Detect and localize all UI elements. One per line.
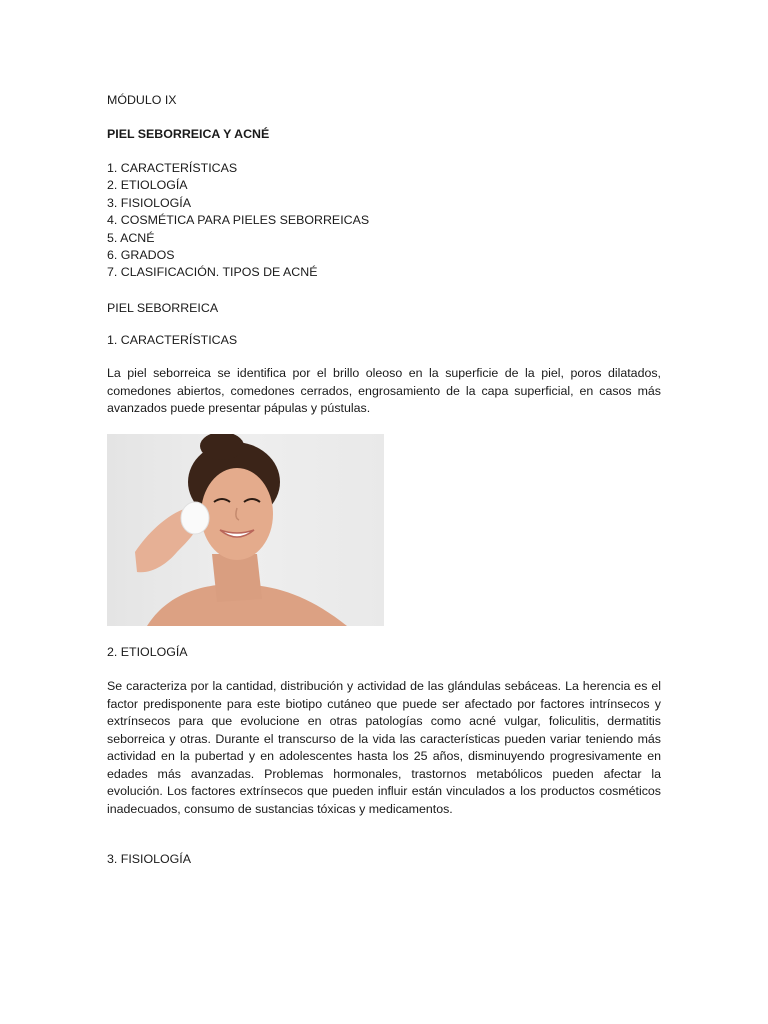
toc-item: 3. FISIOLOGÍA [107,195,192,210]
section-name: PIEL SEBORREICA [107,301,219,315]
toc-item: 5. ACNÉ [107,230,155,245]
toc-item: 6. GRADOS [107,248,175,263]
paragraph-caracteristicas: La piel seborreica se identifica por el brillo oleoso en la superficie de la piel, poros dilatados, comedones abiertos, comedones cerrados, engrosamiento de la capa superficial, en casos más avanzados puede presentar pápulas y pústulas. [107,366,661,415]
heading-caracteristicas: 1. CARACTERÍSTICAS [107,333,238,347]
woman-cleansing-face-photo [107,434,384,626]
toc-item: 2. ETIOLOGÍA [107,178,188,193]
module-label: MÓDULO IX [107,93,177,107]
table-of-contents [107,160,369,282]
toc-item: 1. CARACTERÍSTICAS [107,161,238,175]
toc-item: 7. CLASIFICACIÓN. TIPOS DE ACNÉ [107,265,318,280]
heading-etiologia: 2. ETIOLOGÍA [107,645,188,659]
heading-fisiologia: 3. FISIOLOGÍA [107,852,192,866]
document-title: PIEL SEBORREICA Y ACNÉ [107,127,270,141]
paragraph-etiologia: Se caracteriza por la cantidad, distribución y actividad de las glándulas sebáceas. La herencia es el factor predisponente para este biotipo cutáneo que puede ser afectado por factores intrínsecos y extrínsecos para que evolucione en otras patologías como acné vulgar, foliculitis, dermatitis seborreica y otras. Durante el transcurso de la vida las características pueden variar teniendo más actividad en la pubertad y en adolescentes hasta los 25 años, disminuyendo progresivamente en edades más avanzadas. Problemas hormonales, trastornos metabólicos pueden afectar la evolución. Los factores extrínsecos que pueden influir están vinculados a los productos cosméticos inadecuados, consumo de sustancias tóxicas y medicamentos. [107,679,661,816]
toc-item: 4. COSMÉTICA PARA PIELES SEBORREICAS [107,213,370,228]
